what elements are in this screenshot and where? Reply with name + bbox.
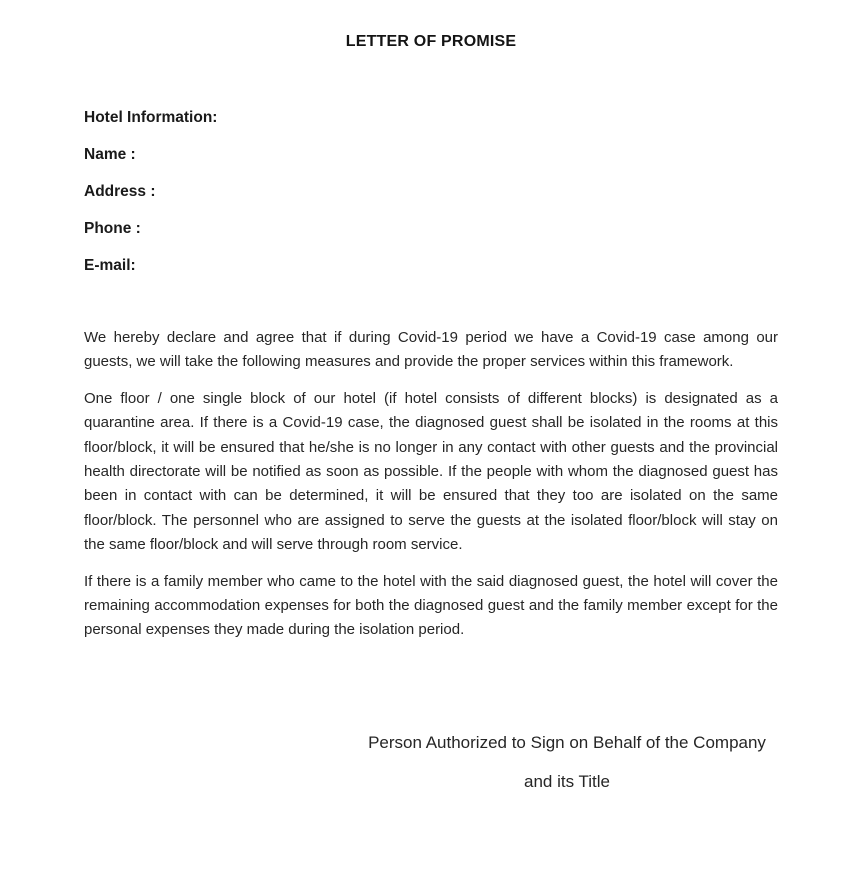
signature-authorized-person-line: Person Authorized to Sign on Behalf of the Company	[368, 732, 766, 752]
document-title: LETTER OF PROMISE	[345, 33, 517, 50]
phone-field-label: Phone :	[84, 220, 141, 237]
name-field-label: Name :	[84, 146, 136, 163]
letter-body	[84, 326, 778, 643]
hotel-info-heading: Hotel Information:	[84, 109, 218, 126]
address-field-label: Address :	[84, 183, 156, 200]
signature-block	[355, 733, 779, 792]
paragraph-family-member: If there is a family member who came to the hotel with the said diagnosed guest, the hotel will cover the remaining accommodation expenses for both the diagnosed guest and the family member except for the personal expenses they made during the isolation period.	[84, 572, 778, 639]
paragraph-declaration: We hereby declare and agree that if during Covid-19 period we have a Covid-19 case among our guests, we will take the following measures and provide the proper services within this framework.	[84, 329, 778, 371]
signature-title-line: and its Title	[524, 771, 610, 791]
paragraph-quarantine-measures: One floor / one single block of our hotel (if hotel consists of different blocks) is designated as a quarantine area. If there is a Covid-19 case, the diagnosed guest shall be isolated in the rooms at this floor/block, it will be ensured that he/she is no longer in any contact with other guests and the provincial health directorate will be notified as soon as possible. If the people with whom the diagnosed guest has been in contact with can be determined, it will be ensured that they too are isolated on the same floor/block. The personnel who are assigned to serve the guests at the isolated floor/block will stay on the same floor/block and will serve through room service.	[84, 389, 778, 554]
hotel-info-section	[84, 110, 778, 274]
email-field-label: E-mail:	[84, 257, 136, 274]
